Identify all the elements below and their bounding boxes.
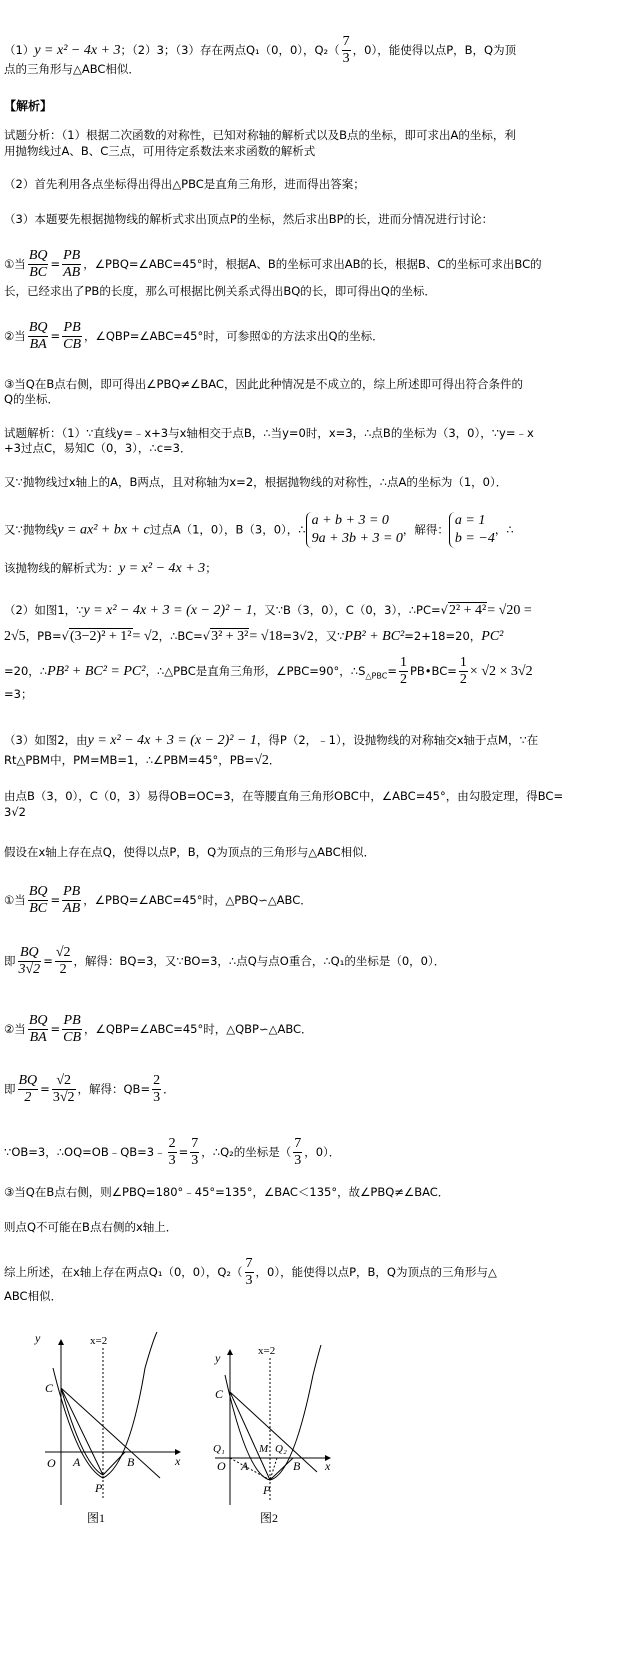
label-axis: x=2: [90, 1335, 108, 1347]
label-y: y: [215, 1351, 221, 1365]
sol-summary-b: ABC相似．: [4, 1289, 63, 1303]
analysis-p1b: 用抛物线过A、B、C三点，可用待定系数法来求函数的解析式: [4, 144, 316, 158]
parabola: [53, 1332, 157, 1478]
sol-q2b: 2√5，PB=√(3−2)² + 1²= √2，∴BC=√3² + 3²= √18=3√2，又∵PB² + BC²=2+18=20，PC²: [4, 629, 504, 644]
label-a: A: [241, 1459, 249, 1473]
analysis-case1: ①当 $\frac{BQ}{BC}$ = $\frac{PB}{AB}$ ，∠PBQ=∠ABC=45°时，根据A、B的坐标可求出AB的长，根据B、C的坐标可求出BC的: [4, 248, 542, 280]
analysis-case2: ②当 $\frac{BQ}{BA}$ = $\frac{PB}{CB}$ ，∠QBP=∠ABC=45°时，可参照①的方法求出Q的坐标．: [4, 320, 384, 352]
sol-4: 该抛物线的解析式为：y = x² − 4x + 3；: [4, 561, 217, 576]
caption: 图2: [260, 1511, 279, 1525]
sol-case1-b: 即 $\frac{BQ}{3√2}$ = $\frac{√2}{2}$ ，解得：BQ=3，又∵BO=3，∴点Q与点O重合，∴Q₁的坐标是（0，0）．: [4, 945, 446, 977]
label-o: O: [47, 1456, 56, 1470]
label-o: O: [217, 1459, 226, 1473]
label-x: x: [325, 1459, 331, 1473]
sol-q3b: Rt△PBM中，PM=MB=1，∴∠PBM=45°，PB=√2．: [4, 753, 281, 768]
sol-summary-a: 综上所述，在x轴上存在两点Q₁（0，0），Q₂（ $\frac{7}{3}$ ，0），能使得以点P，B，Q为顶点的三角形与△: [4, 1256, 497, 1288]
sol-1b: +3过点C，易知C（0，3），∴c=3．: [4, 441, 192, 455]
analysis-p3: （3）本题要先根据抛物线的解析式求出顶点P的坐标，然后求出BP的长，进而分情况进行讨论：: [4, 212, 494, 226]
segment-cp: [61, 1388, 103, 1475]
sol-case2-b: 即 $\frac{BQ}{2}$ = $\frac{√2}{3√2}$ ，解得：QB= $\frac{2}{3}$ ．: [4, 1073, 175, 1105]
analysis-case3a: ③当Q在B点右侧，即可得出∠PBQ≠∠BAC，因此此种情况是不成立的，综上所述即可得出符合条件的: [4, 377, 523, 391]
figure-2: [205, 1340, 350, 1530]
label-b: B: [127, 1455, 135, 1469]
analysis-case3b: Q的坐标．: [4, 392, 60, 406]
figure-1: [25, 1330, 195, 1530]
label-p: P: [95, 1481, 103, 1495]
sol-case1: ①当 $\frac{BQ}{BC}$ = $\frac{PB}{AB}$ ，∠PBQ=∠ABC=45°时，△PBQ∽△ABC．: [4, 884, 312, 916]
sol-case3: ③当Q在B点右侧，则∠PBQ=180°﹣45°=135°，∠BAC＜135°，故∠PBQ≠∠BAC．: [4, 1185, 450, 1199]
analysis-heading: 【解析】: [4, 99, 53, 113]
label-a: A: [73, 1455, 81, 1469]
label-axis: x=2: [258, 1345, 276, 1357]
sol-q3d: 3√2: [4, 805, 26, 819]
sol-q2a: （2）如图1，∵y = x² − 4x + 3 = (x − 2)² − 1，又∵B（3，0），C（0，3），∴PC=√2² + 4²= √20 =: [4, 603, 532, 618]
sol-q3a: （3）如图2，由y = x² − 4x + 3 = (x − 2)² − 1，得P（2，﹣1），设抛物线的对称轴交x轴于点M，∵在: [4, 733, 539, 748]
analysis-p1a: 试题分析：（1）根据二次函数的对称性，已知对称轴的解析式以及B点的坐标，即可求出A的坐标，利: [4, 128, 516, 142]
analysis-case1-l2: 长，已经求出了PB的长度，那么可根据比例关系式得出BQ的长，即可得出Q的坐标．: [4, 284, 436, 298]
segment-cp: [230, 1392, 270, 1480]
sol-case2: ②当 $\frac{BQ}{BA}$ = $\frac{PB}{CB}$ ，∠QBP=∠ABC=45°时，△QBP∽△ABC．: [4, 1013, 313, 1045]
label-b: B: [293, 1459, 301, 1473]
label-c: C: [215, 1387, 224, 1401]
segment-pb: [270, 1458, 293, 1480]
sol-1a: 试题解析：（1）∵直线y=﹣x+3与x轴相交于点B，∴当y=0时，x=3，∴点B的坐标为（3，0），∵y=﹣x: [4, 426, 534, 440]
caption: 图1: [87, 1511, 106, 1525]
label-y: y: [35, 1331, 41, 1345]
label-m: M: [259, 1443, 269, 1455]
answer-line-1: （1）y = x² − 4x + 3；（2）3；（3）存在两点Q₁（0，0），Q₂（ $\frac{7}{3}$ ，0），能使得以点P，B，Q为顶: [4, 34, 517, 66]
sol-case2-c: ∵OB=3，∴OQ=OB﹣QB=3﹣ $\frac{2}{3}$ = $\frac{7}{3}$ ，∴Q₂的坐标是（ $\frac{7}{3}$ ，0）．: [4, 1136, 341, 1168]
label-q2: Q₂: [275, 1443, 287, 1455]
sol-2: 又∵抛物线过x轴上的A，B两点，且对称轴为x=2，根据抛物线的对称性，∴点A的坐标为（1，0）．: [4, 475, 508, 489]
label-x: x: [175, 1454, 181, 1468]
label-c: C: [45, 1381, 54, 1395]
sol-case3-b: 则点Q不可能在B点右侧的x轴上．: [4, 1220, 178, 1234]
sol-q3e: 假设在x轴上存在点Q，使得以点P，B，Q为顶点的三角形与△ABC相似．: [4, 845, 376, 859]
analysis-p2: （2）首先利用各点坐标得出得出△PBC是直角三角形，进而得出答案；: [4, 177, 365, 191]
sol-q3c: 由点B（3，0），C（0，3）易得OB=OC=3，在等腰直角三角形OBC中，∠ABC=45°，由勾股定理，得BC=: [4, 789, 564, 803]
sol-q2d: =3；: [4, 687, 33, 701]
sol-q2c: =20，∴PB² + BC² = PC²，∴△PBC是直角三角形，∠PBC=90°，$\therefore S_{\triangle PBC}=$ $\frac{1}{2}$ PB•BC= $\frac{1}{2}$ × √2 × 3√2: [4, 655, 533, 687]
sol-3: 又∵抛物线y = ax² + bx + c过点A（1，0），B（3，0），∴a + b + 3 = 0 9a + 3b + 3 = 0，解得：a = 1 b = −4，∴: [4, 513, 514, 546]
label-p: P: [263, 1483, 271, 1497]
answer-line-2: 点的三角形与△ABC相似．: [4, 62, 140, 76]
segment-pb: [103, 1452, 125, 1475]
label-q1: Q₁: [213, 1443, 225, 1455]
